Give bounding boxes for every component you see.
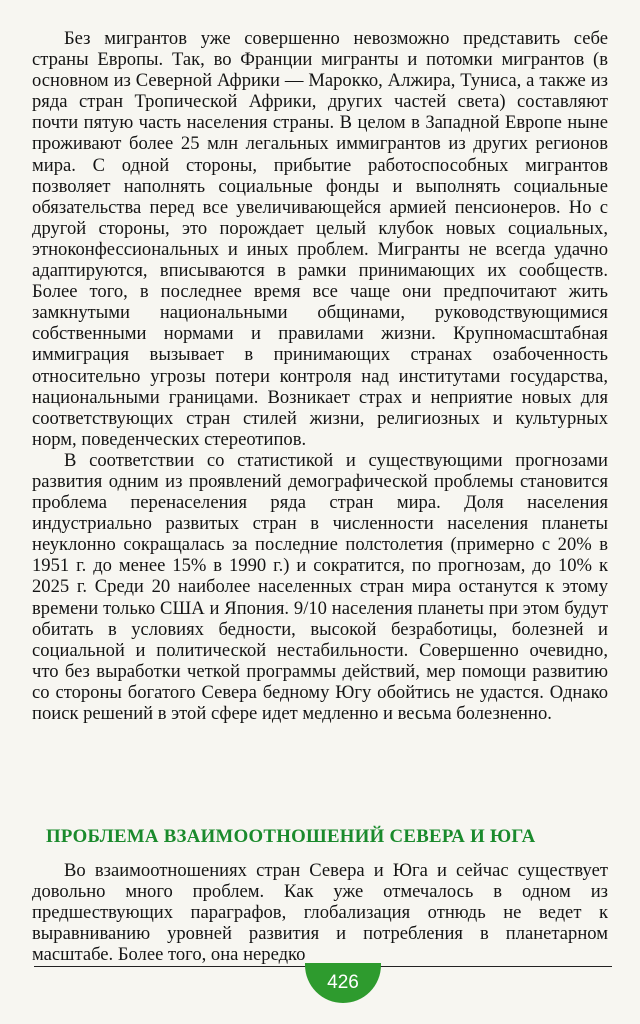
body-text-block-2: [32, 860, 608, 965]
paragraph-north-south: Во взаимоотношениях стран Севера и Юга и сейчас существует довольно много проблем. Как уже отмечалось в одном из предшествующих параграфов, глобализация отнюдь не ведет к выравниванию уровней развития и потребления в планетарном масштабе. Более того, она нередко: [32, 860, 608, 966]
paragraph-migrants: Без мигрантов уже совершенно невозможно представить себе страны Европы. Так, во Франции мигранты и потомки мигрантов (в основном из Северной Африки — Марокко, Алжира, Туниса, а также из ряда стран Тропической Африки, других частей света) составляют почти пятую часть населения страны. В целом в Западной Европе ныне проживают более 25 млн легальных иммигрантов из других регионов мира. С одной стороны, прибытие работоспособных мигрантов позволяет наполнять социальные фонды и выполнять социальные обязательства перед все увеличивающейся армией пенсионеров. Но с другой стороны, это порождает целый клубок новых социальных, этноконфессиональных и иных проблем. Мигранты не всегда удачно адаптируются, вписываются в рамки принимающих их сообществ. Более того, в последнее время все чаще они предпочитают жить замкнутыми национальными общинами, руководствующимися собственными нормами и правилами жизни. Крупномасштабная иммиграция вызывает в принимающих странах озабоченность относительно угрозы потери контроля над институтами государства, национальными границами. Возникает страх и неприятие новых для соответствующих стран стилей жизни, религиозных и культурных норм, поведенческих стереотипов.: [32, 28, 608, 450]
body-text-block: [32, 28, 608, 724]
section-heading: ПРОБЛЕМА ВЗАИМООТНОШЕНИЙ СЕВЕРА И ЮГА: [46, 826, 536, 847]
page-number-badge: 426: [305, 963, 381, 1003]
textbook-page: [26, 8, 612, 1018]
paragraph-overpopulation: В соответствии со статистикой и существующими прогнозами развития одним из проявлений демографической проблемы становится проблема перенаселения ряда стран мира. Доля населения индустриально развитых стран в численности населения планеты неуклонно сокращалась за последние полстолетия (примерно с 20% в 1951 г. до менее 15% в 1990 г.) и сократится, по прогнозам, до 10% к 2025 г. Среди 20 наиболее населенных стран мира останутся к этому времени только США и Япония. 9/10 населения планеты при этом будут обитать в условиях бедности, высокой безработицы, болезней и социальной и политической нестабильности. Совершенно очевидно, что без выработки четкой программы действий, мер помощи развитию со стороны богатого Севера бедному Югу обойтись не удастся. Однако поиск решений в этой сфере идет медленно и весьма болезненно.: [32, 449, 608, 724]
